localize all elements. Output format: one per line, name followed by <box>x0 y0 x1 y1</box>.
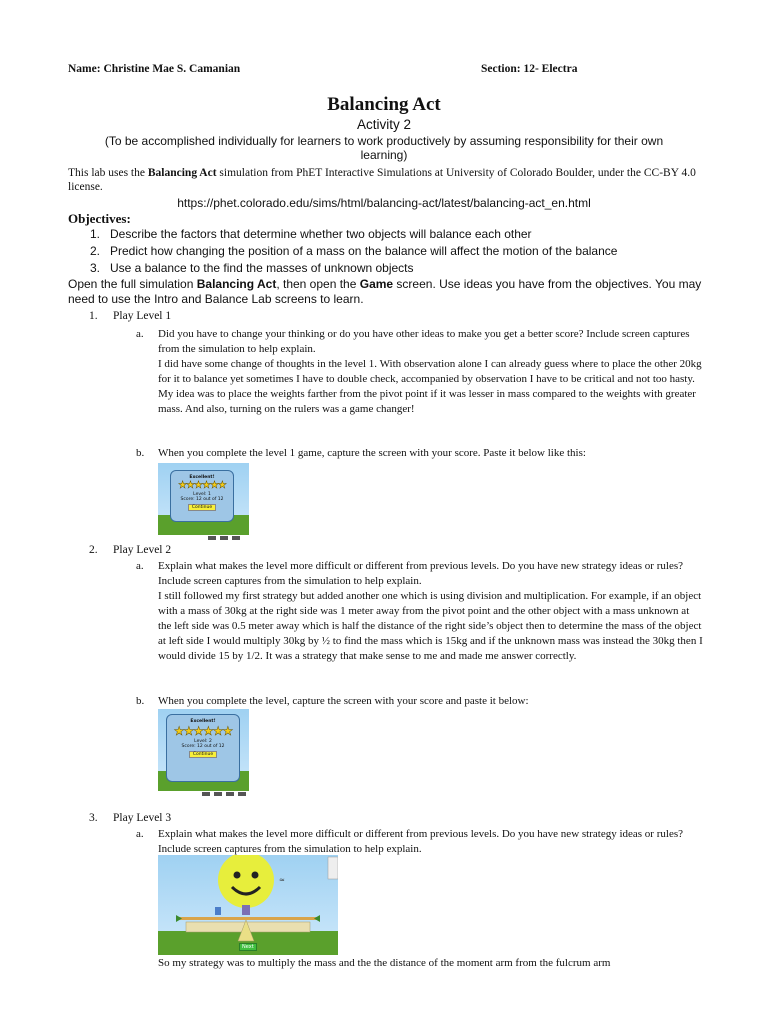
score-panel: Excellent! ★★★★★★ Level: 2 Score: 12 out of 12 Continue <box>166 714 240 782</box>
intro-paragraph: This lab uses the Balancing Act simulation from PhET Interactive Simulations at University of Colorado Boulder, under the CC-BY 4.0 license. <box>68 167 696 193</box>
mass-readout-icon: ≈ <box>279 876 285 884</box>
smiley-face-icon <box>218 855 274 908</box>
star-rating-icon: ★★★★★★ <box>178 480 226 491</box>
level-1-score-screenshot <box>158 463 249 541</box>
level-3-simulation-screenshot <box>158 855 338 955</box>
balance-scene <box>158 855 338 955</box>
continue-button: Continue <box>189 751 217 758</box>
level-2-score-screenshot <box>158 709 249 797</box>
objective-item: 3. Use a balance to the find the masses of unknown objects <box>89 261 414 275</box>
simulation-link[interactable]: https://phet.colorado.edu/sims/html/balancing-act/latest/balancing-act_en.html <box>177 196 591 210</box>
instruction-note: (To be accomplished individually for learners to work productively by assuming responsibility for their own learning) <box>104 134 664 162</box>
star-rating-icon: ★★★★★★ <box>173 724 233 738</box>
objective-item: 2. Predict how changing the position of a mass on the balance will affect the motion of the balance <box>89 244 618 258</box>
level-2-heading: 2. Play Level 2 <box>89 544 172 556</box>
continue-button: Continue <box>188 504 216 511</box>
objective-item: 1. Describe the factors that determine whether two objects will balance each other <box>89 227 532 241</box>
instructions-paragraph: Open the full simulation Balancing Act, then open the Game screen. Use ideas you have from the objectives. You may need to use the Intro and Balance Lab screens to learn. <box>68 277 702 306</box>
student-name: Name: Christine Mae S. Camanian <box>68 63 241 75</box>
level-1-heading: 1. Play Level 1 <box>89 310 172 322</box>
page-title: Balancing Act <box>327 94 441 115</box>
score-panel: Excellent! ★★★★★★ Level: 1 Score: 12 out of 12 Continue <box>170 470 234 522</box>
student-section: Section: 12- Electra <box>481 63 578 75</box>
level-3-answer: So my strategy was to multiply the mass and the the distance of the moment arm from the fulcrum arm <box>158 957 611 969</box>
level-2-answer: I still followed my first strategy but added another one which is using division and multiplication. For example, if an object with a mass of 30kg at the right side was 1 meter away from the pivot point and the other object with a mass unknown at the left side was 0.5 meter away which is half the distance of the right side’s object then to determine the mass of the object at left side I would multiply 30kg by ½ to find the mass which is 15kg and if the unknown mass was instead the 30kg then I would divide 15 by 1/2. It was a strategy that make sense to me and made me answer correctly. <box>158 590 703 662</box>
next-button: Next <box>239 943 257 951</box>
page-subtitle: Activity 2 <box>356 117 411 132</box>
level-3-heading: 3. Play Level 3 <box>89 812 172 824</box>
level-1-answer: I did have some change of thoughts in the level 1. With observation alone I can already guess where to place the other 20kg for it to balance yet sometimes I have to double check, accompanied by observation I have to be critical and not too hasty. My idea was to place the weights farther from the pivot point if it was lesser in mass compared to the weights with greater mass. And also, turning on the rulers was a game changer! <box>158 358 702 415</box>
objectives-heading: Objectives: <box>68 211 131 226</box>
